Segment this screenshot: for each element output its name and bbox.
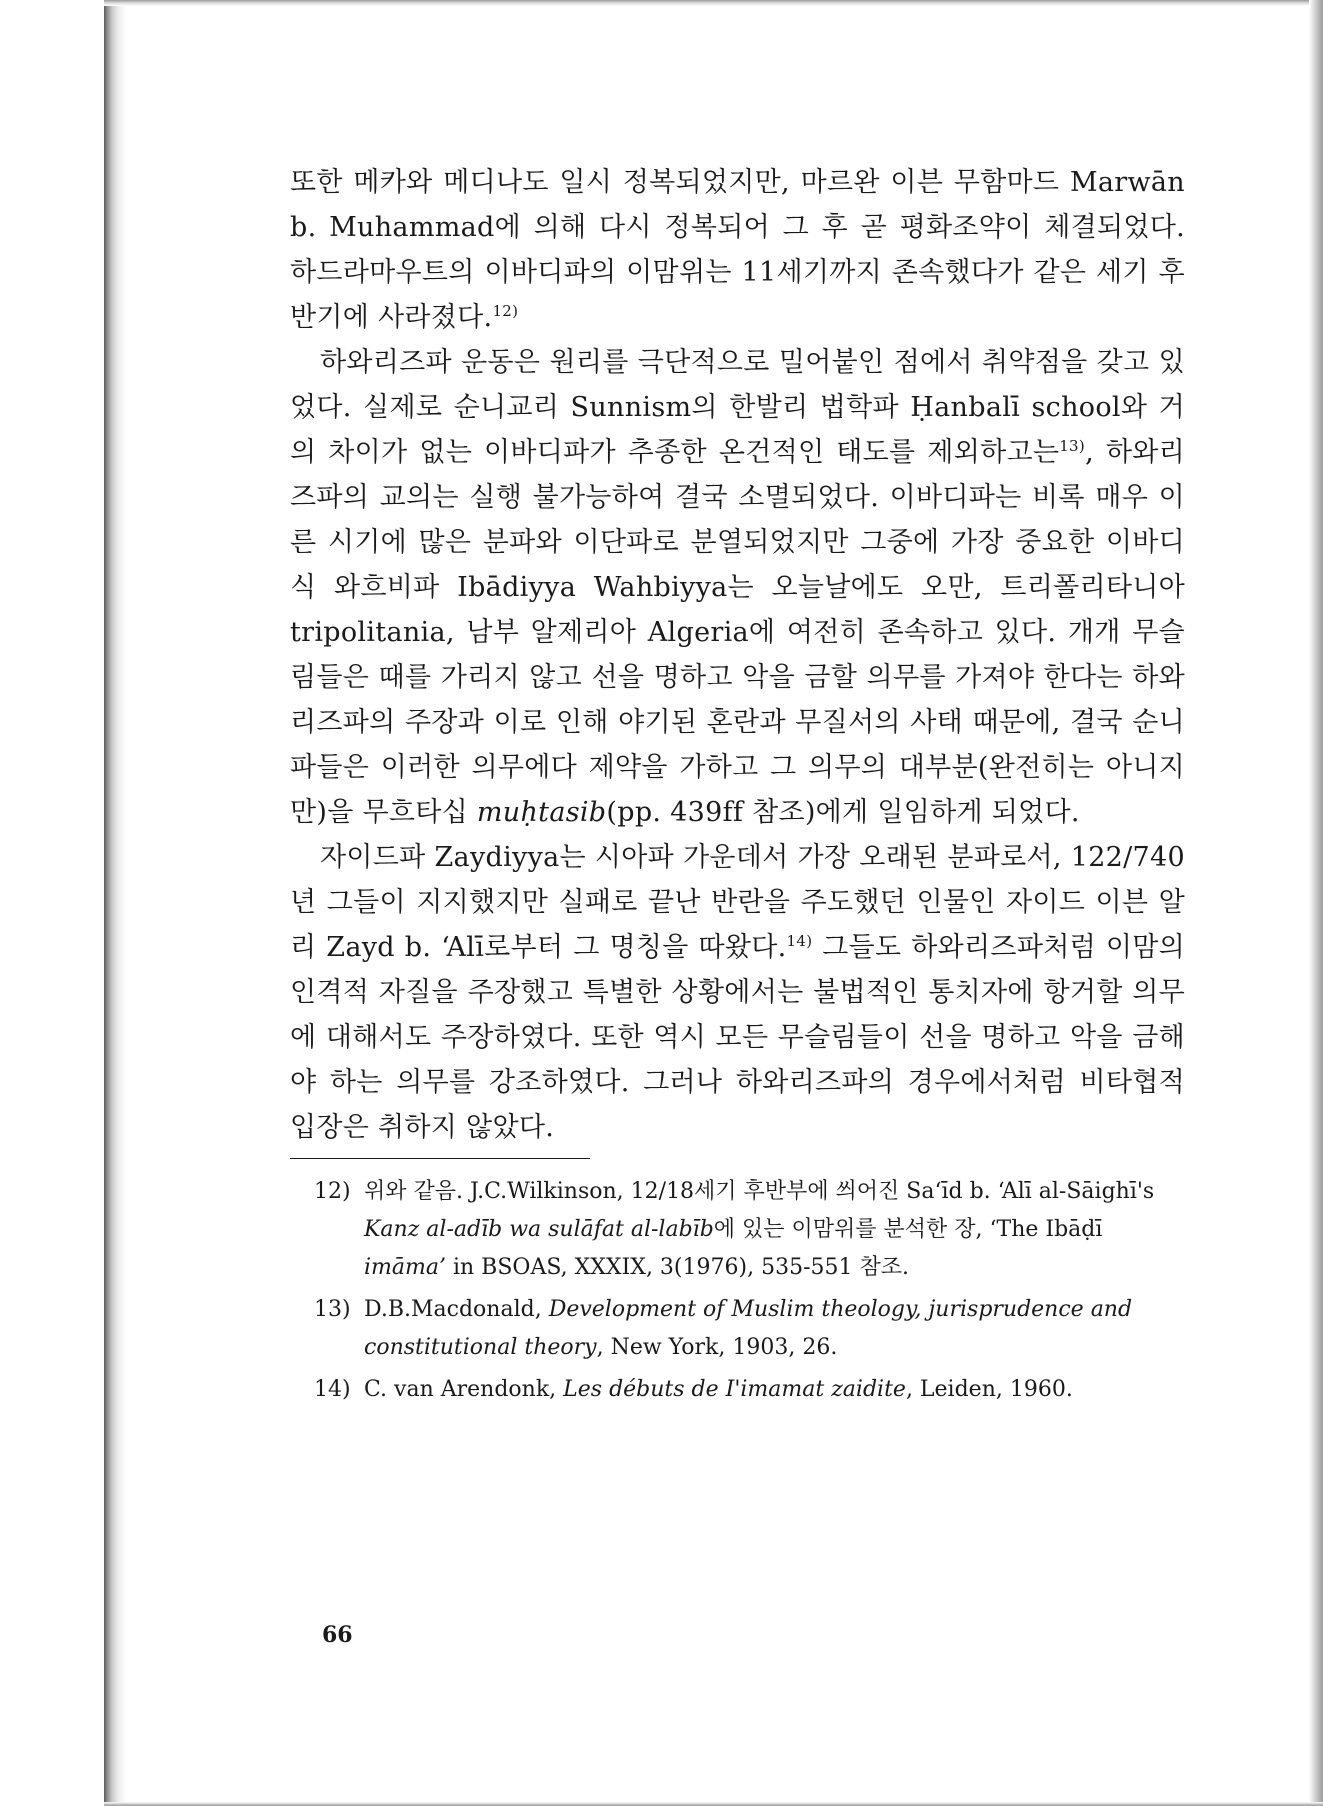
italic-term: Development of Muslim theology, jurisprudence and constitutional theory	[364, 1297, 1133, 1360]
footnote-divider	[290, 1158, 590, 1159]
page-left-edge-shadow	[104, 0, 126, 1806]
footnote-reference: 13)	[1059, 437, 1086, 455]
text-run: 위와 같음. J.C.Wilkinson, 12/18세기 후반부에 씌어진 Sa‘īd b. ‘Alī al-Sāighī's	[364, 1179, 1155, 1204]
italic-term: Les débuts de I'imamat zaidite	[563, 1377, 906, 1402]
text-run: 또한 메카와 메디나도 일시 정복되었지만, 마르완 이븐 무함마드 Marwān b. Muhammad에 의해 다시 정복되어 그 후 곧 평화조약이 체결되었다. 하드라마우트의 이바디파의 이맘위는 11세기까지 존속했다가 같은 세기 후반기에 사라졌다.	[290, 167, 1185, 333]
main-text-block	[290, 160, 1185, 1413]
text-run: , 하와리즈파의 교의는 실행 불가능하여 결국 소멸되었다. 이바디파는 비록 매우 이른 시기에 많은 분파와 이단파로 분열되었지만 그중에 가장 중요한 이바디식 와흐비파 Ibādiyya Wahbiyya는 오늘날에도 오만, 트리폴리타니아 tripolitania, 남부 알제리아 Algeria에 여전히 존속하고 있다. 개개 무슬림들은 때를 가리지 않고 선을 명하고 악을 금할 의무를 가져야 한다는 하와리즈파의 주장과 이로 인해 야기된 혼란과 무질서의 사태 때문에, 결국 순니파들은 이러한 의무에다 제약을 가하고 그 의무의 대부분(완전히는 아니지만)을 무흐타십	[290, 437, 1185, 828]
body-paragraph	[290, 835, 1185, 1150]
page-number: 66	[322, 1622, 353, 1648]
body-paragraph	[290, 160, 1185, 340]
italic-term: imāma’	[364, 1255, 446, 1280]
footnote-number: 13)	[314, 1297, 351, 1322]
footnote-13	[314, 1291, 1185, 1367]
text-run: , Leiden, 1960.	[905, 1377, 1073, 1402]
footnote-text	[364, 1179, 1154, 1280]
text-run: 그들도 하와리즈파처럼 이맘의 인격적 자질을 주장했고 특별한 상황에서는 불법적인 통치자에 항거할 의무에 대해서도 주장하였다. 또한 역시 모든 무슬림들이 선을 명하고 악을 금해야 하는 의무를 강조하였다. 그러나 하와리즈파의 경우에서처럼 비타협적 입장은 취하지 않았다.	[290, 932, 1185, 1143]
footnote-list	[290, 1173, 1185, 1409]
footnote-14	[314, 1371, 1185, 1409]
text-run: (pp. 439ff 참조)에게 일임하게 되었다.	[606, 797, 1080, 828]
footnote-text	[364, 1297, 1132, 1360]
footnote-reference: 14)	[786, 932, 813, 950]
text-run: C. van Arendonk,	[364, 1377, 564, 1402]
footnote-reference: 12)	[492, 302, 519, 320]
italic-term: muḥtasib	[476, 797, 607, 828]
text-run: 하와리즈파 운동은 원리를 극단적으로 밀어붙인 점에서 취약점을 갖고 있었다. 실제로 순니교리 Sunnism의 한발리 법학파 Ḥanbalī school와 거의 차이가 없는 이바디파가 추종한 온건적인 태도를 제외하고는	[290, 347, 1185, 468]
page-right-edge-shadow	[1309, 0, 1323, 1806]
footnote-number: 12)	[314, 1179, 351, 1204]
text-run: D.B.Macdonald,	[364, 1297, 549, 1322]
page-top-edge-shadow	[104, 0, 1323, 6]
text-run: , New York, 1903, 26.	[596, 1335, 838, 1360]
text-run: in BSOAS, XXXIX, 3(1976), 535-551 참조.	[445, 1255, 909, 1280]
italic-term: Kanz al-adīb wa sulāfat al-labīb	[364, 1217, 714, 1242]
body-paragraph	[290, 340, 1185, 835]
footnote-12	[314, 1173, 1185, 1287]
text-run: 에 있는 이맘위를 분석한 장, ‘The Ibāḍī	[713, 1217, 1103, 1242]
page-bottom-edge-shadow	[104, 1802, 1323, 1806]
text-run: 자이드파 Zaydiyya는 시아파 가운데서 가장 오래된 분파로서, 122/740년 그들이 지지했지만 실패로 끝난 반란을 주도했던 인물인 자이드 이븐 알리 Zayd b. ‘Alī로부터 그 명칭을 따왔다.	[290, 842, 1185, 963]
footnote-number: 14)	[314, 1377, 351, 1402]
footnote-text	[364, 1377, 1073, 1402]
